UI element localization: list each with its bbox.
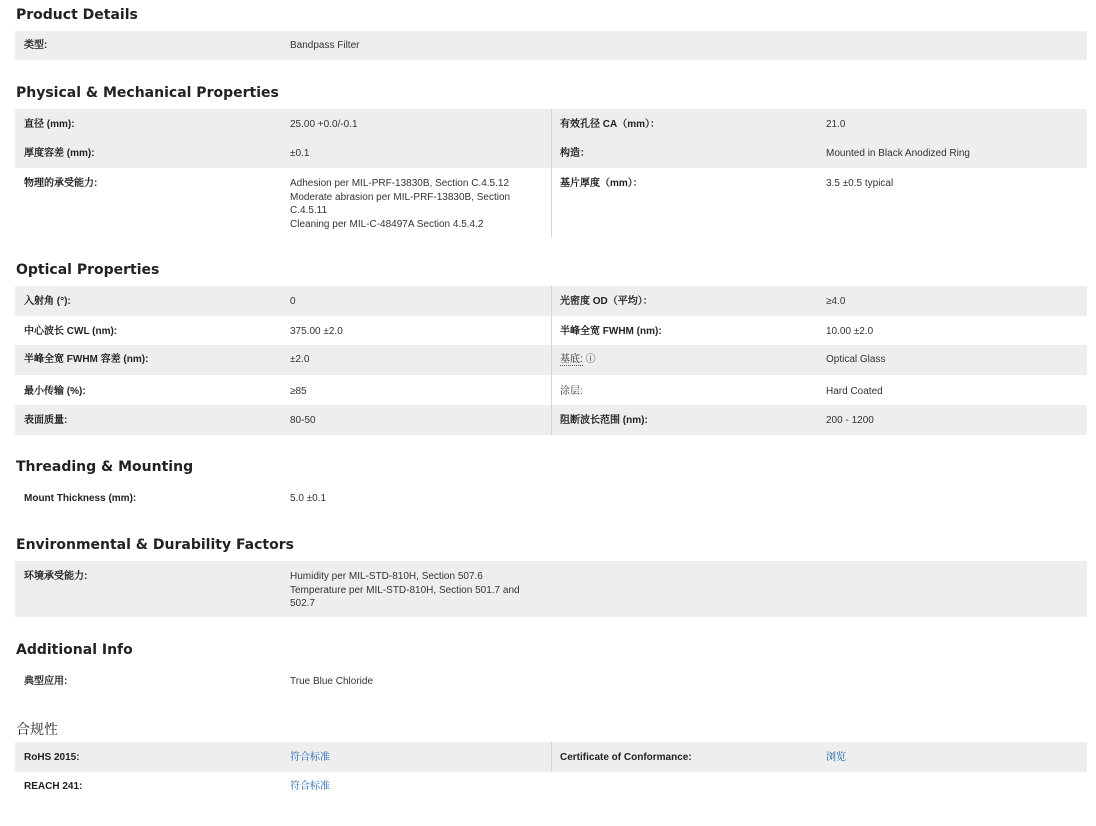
spec-row	[15, 405, 1087, 435]
spec-label: 物理的承受能力:	[24, 178, 98, 189]
spec-value: Mounted in Black Anodized Ring	[826, 148, 970, 159]
spec-value: Optical Glass	[826, 354, 886, 365]
column-divider	[551, 286, 552, 316]
section-title-additional-info: Additional Info	[16, 642, 133, 658]
spec-value: Bandpass Filter	[290, 40, 360, 51]
spec-label: 基片厚度（mm）：	[560, 178, 643, 189]
spec-label: 半峰全宽 FWHM 容差 (nm):	[24, 354, 149, 365]
spec-label: 光密度 OD（平均）：	[560, 296, 653, 307]
section-title-environmental: Environmental & Durability Factors	[16, 537, 294, 553]
reach-compliant-link[interactable]: 符合标准	[290, 781, 330, 792]
spec-label: 涂层:	[560, 386, 583, 397]
spec-label: 半峰全宽 FWHM (nm):	[560, 326, 662, 337]
spec-row	[15, 316, 1087, 345]
spec-value-line: Humidity per MIL-STD-810H, Section 507.6	[290, 571, 483, 582]
spec-label: 基底:	[560, 354, 583, 365]
spec-row	[15, 772, 1087, 801]
spec-value-multiline	[290, 570, 540, 611]
spec-label: 构造：	[560, 148, 590, 159]
column-divider	[551, 375, 552, 405]
spec-row	[15, 666, 1087, 696]
substrate-label-group[interactable]	[560, 353, 810, 367]
spec-label: Mount Thickness (mm):	[24, 493, 137, 504]
section-title-physical-mechanical: Physical & Mechanical Properties	[16, 85, 279, 101]
spec-value-line: Temperature per MIL-STD-810H, Section 501.7 and	[290, 584, 520, 596]
spec-row	[15, 345, 1087, 375]
spec-row	[15, 375, 1087, 405]
spec-value: ±2.0	[290, 354, 310, 365]
spec-label: 入射角 (°):	[24, 296, 71, 307]
spec-value: 200 - 1200	[826, 415, 874, 426]
spec-label: Certificate of Conformance:	[560, 752, 692, 763]
section-title-compliance: 合规性	[16, 722, 58, 738]
spec-value-line: C.4.5.11	[290, 205, 328, 216]
spec-value: ±0.1	[290, 148, 310, 159]
spec-label: 环境承受能力:	[24, 571, 88, 582]
spec-label: 最小传输 (%):	[24, 386, 86, 397]
spec-value-line: 502.7	[290, 598, 316, 609]
spec-label: 厚度容差 (mm):	[24, 148, 95, 159]
spec-value: 3.5 ±0.5 typical	[826, 178, 894, 189]
spec-value: 25.00 +0.0/-0.1	[290, 119, 358, 130]
spec-value-line: Adhesion per MIL-PRF-13830B, Section C.4.5.12	[290, 178, 510, 189]
spec-value: ≥85	[290, 386, 307, 397]
spec-label: 表面质量:	[24, 415, 68, 426]
spec-value: 80-50	[290, 415, 316, 426]
spec-row	[15, 138, 1087, 168]
section-title-product-details: Product Details	[16, 7, 138, 23]
spec-label: 类型:	[24, 40, 48, 51]
spec-row	[15, 31, 1087, 60]
spec-label: 直径 (mm):	[24, 119, 75, 130]
section-title-optical: Optical Properties	[16, 262, 160, 278]
spec-row	[15, 168, 1087, 238]
column-divider	[551, 316, 552, 345]
column-divider	[551, 405, 552, 435]
spec-label: 中心波长 CWL (nm):	[24, 326, 118, 337]
rohs-compliant-link[interactable]: 符合标准	[290, 752, 330, 763]
spec-label: 阻断波长范围 (nm):	[560, 415, 648, 426]
spec-value: 21.0	[826, 119, 846, 130]
column-divider	[551, 168, 552, 238]
spec-row	[15, 286, 1087, 316]
spec-label: 有效孔径 CA（mm）：	[560, 119, 661, 130]
column-divider	[551, 742, 552, 772]
spec-label: RoHS 2015:	[24, 752, 80, 763]
spec-label: REACH 241:	[24, 781, 83, 792]
section-title-threading-mounting: Threading & Mounting	[16, 459, 194, 475]
spec-label: 典型应用:	[24, 676, 68, 687]
spec-value-line: Moderate abrasion per MIL-PRF-13830B, Section	[290, 191, 511, 203]
spec-value: Hard Coated	[826, 386, 883, 397]
column-divider	[551, 345, 552, 375]
spec-value: 5.0 ±0.1	[290, 493, 327, 504]
spec-value-multiline	[290, 177, 540, 231]
info-icon[interactable]: ⓘ	[585, 354, 596, 365]
column-divider	[551, 138, 552, 168]
spec-value-line: Cleaning per MIL-C-48497A Section 4.5.4.2	[290, 218, 484, 230]
spec-value: True Blue Chloride	[290, 676, 374, 687]
spec-value: 10.00 ±2.0	[826, 326, 874, 337]
spec-value: ≥4.0	[826, 296, 846, 307]
spec-value: 375.00 ±2.0	[290, 326, 343, 337]
spec-row	[15, 109, 1087, 138]
spec-value: 0	[290, 296, 296, 307]
spec-row	[15, 742, 1087, 772]
column-divider	[551, 109, 552, 138]
spec-row	[15, 561, 1087, 617]
spec-row	[15, 483, 1087, 513]
certificate-view-link[interactable]: 浏览	[826, 752, 846, 763]
